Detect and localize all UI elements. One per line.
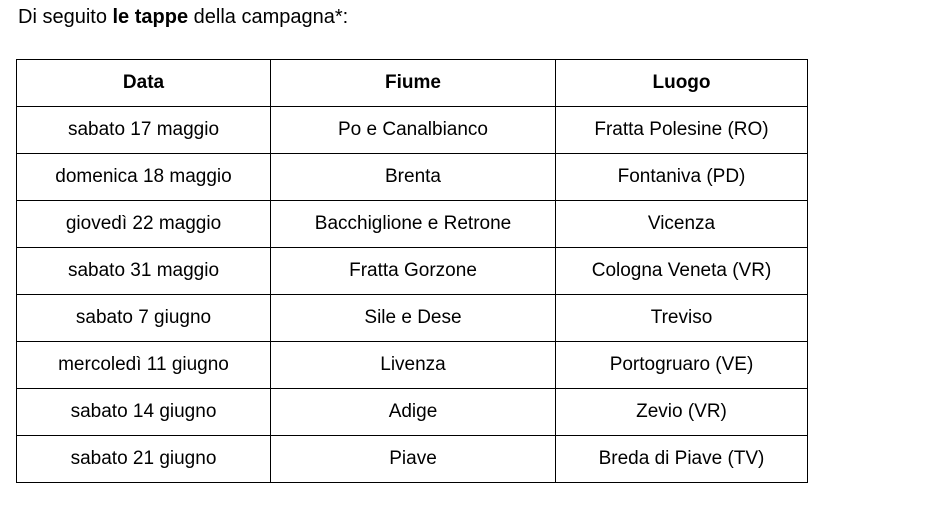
cell-date: giovedì 22 maggio bbox=[17, 201, 271, 248]
table-row bbox=[17, 342, 808, 389]
cell-date: mercoledì 11 giugno bbox=[17, 342, 271, 389]
cell-place: Vicenza bbox=[556, 201, 808, 248]
table-row bbox=[17, 154, 808, 201]
cell-place: Portogruaro (VE) bbox=[556, 342, 808, 389]
header-data: Data bbox=[17, 60, 271, 107]
cell-place: Cologna Veneta (VR) bbox=[556, 248, 808, 295]
cell-place: Treviso bbox=[556, 295, 808, 342]
cell-river: Sile e Dese bbox=[271, 295, 556, 342]
table-row bbox=[17, 295, 808, 342]
cell-date: sabato 21 giugno bbox=[17, 436, 271, 483]
table-row bbox=[17, 436, 808, 483]
cell-place: Fontaniva (PD) bbox=[556, 154, 808, 201]
table-row bbox=[17, 389, 808, 436]
header-luogo: Luogo bbox=[556, 60, 808, 107]
table-header-row bbox=[17, 60, 808, 107]
cell-place: Zevio (VR) bbox=[556, 389, 808, 436]
cell-date: sabato 7 giugno bbox=[17, 295, 271, 342]
cell-date: sabato 17 maggio bbox=[17, 107, 271, 154]
header-fiume: Fiume bbox=[271, 60, 556, 107]
table-row bbox=[17, 107, 808, 154]
cell-place: Fratta Polesine (RO) bbox=[556, 107, 808, 154]
cell-date: domenica 18 maggio bbox=[17, 154, 271, 201]
cell-river: Bacchiglione e Retrone bbox=[271, 201, 556, 248]
cell-date: sabato 31 maggio bbox=[17, 248, 271, 295]
cell-river: Adige bbox=[271, 389, 556, 436]
cell-date: sabato 14 giugno bbox=[17, 389, 271, 436]
cell-river: Livenza bbox=[271, 342, 556, 389]
stages-table bbox=[16, 59, 808, 483]
intro-suffix: della campagna*: bbox=[188, 6, 349, 28]
cell-river: Piave bbox=[271, 436, 556, 483]
table-row bbox=[17, 201, 808, 248]
cell-river: Fratta Gorzone bbox=[271, 248, 556, 295]
intro-text bbox=[18, 4, 348, 30]
intro-bold: le tappe bbox=[112, 6, 189, 28]
intro-prefix: Di seguito bbox=[18, 6, 113, 28]
cell-river: Brenta bbox=[271, 154, 556, 201]
cell-river: Po e Canalbianco bbox=[271, 107, 556, 154]
table-row bbox=[17, 248, 808, 295]
cell-place: Breda di Piave (TV) bbox=[556, 436, 808, 483]
